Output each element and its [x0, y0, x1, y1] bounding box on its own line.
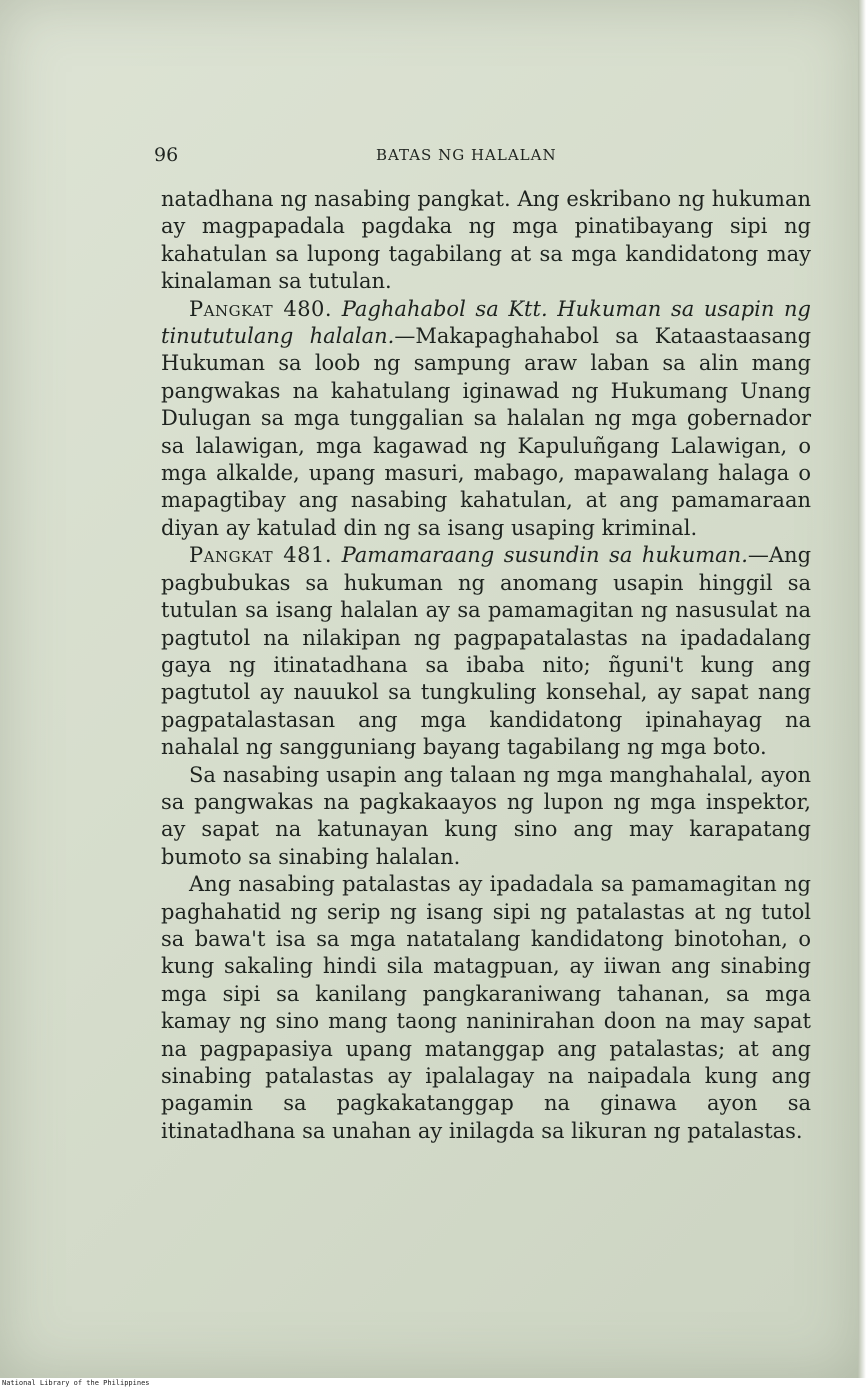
- page-number: 96: [154, 144, 179, 166]
- section-480-label: Pangkat 480.: [189, 296, 333, 321]
- section-481-text: —Ang pagbubukas sa hukuman ng anomang usapin hinggil sa tutulan sa isang halalan ay sa pamamagitan ng nasusulat na pagtutol na nilakipan ng pagpapatalastas na ipadadalang gaya ng itinatadhana sa ibaba nito; ñguni't kung ang pagtutol ay nauukol sa tungkuling konsehal, ay sapat nang pagpatalastasan ang mga kandidatong ipinahayag na nahalal ng sangguniang bayang tagabilang ng mga boto.: [161, 543, 812, 760]
- text-body: [161, 186, 811, 1145]
- page-edge: [858, 0, 866, 1378]
- paragraph-voter-list: Sa nasabing usapin ang talaan ng mga manghahalal, ayon sa pangwakas na pagkakaayos ng lupon ng mga inspektor, ay sapat na katunayan kung sino ang may karapatang bumoto sa sinabing halalan.: [161, 762, 811, 869]
- library-credit: National Library of the Philippines: [2, 1379, 150, 1387]
- page-header: [150, 142, 790, 172]
- section-480-text: —Makapaghahabol sa Kataastaasang Hukuman sa loob ng sampung araw laban sa alin mang pangwakas na kahatulang iginawad ng Hukumang Unang Dulugan sa mga tunggalian sa halalan ng mga gobernador sa lalawigan, mga kagawad ng Kapuluñgang Lalawigan, o mga alkalde, upang masuri, mabago, mapawalang halaga o mapagtibay ang nasabing kahatulan, at ang pamamaraan diyan ay katulad din ng sa isang usaping kriminal.: [161, 324, 812, 540]
- section-481: [161, 542, 811, 761]
- paragraph-notice-service: Ang nasabing patalastas ay ipadadala sa pamamagitan ng paghahatid ng serip ng isang sipi ng patalastas at ng tutol sa bawa't isa sa mga natatalang kandidatong binotohan, o kung sakaling hindi sila matagpuan, ay iiwan ang sinabing mga sipi sa kanilang pangkaraniwang tahanan, sa mga kamay ng sino mang taong naninirahan doon na may sapat na pagpapasiya upang matanggap ang patalastas; at ang sinabing patalastas ay ipalalagay na naipadala kung ang pagamin sa pagkakatanggap na ginawa ayon sa itinatadhana sa unahan ay inilagda sa likuran ng patalastas.: [161, 872, 811, 1143]
- running-title: BATAS NG HALALAN: [376, 146, 557, 164]
- section-480: [161, 296, 811, 543]
- section-481-label: Pangkat 481.: [189, 543, 332, 568]
- section-481-title: Pamamaraang susundin sa hukuman.: [341, 543, 748, 568]
- section-480-title: Paghahabol sa Ktt. Hukuman sa usapin ng tinututulang halalan.: [161, 296, 811, 349]
- paragraph-continuation: natadhana ng nasabing pangkat. Ang eskribano ng hukuman ay magpapadala pagdaka ng mga pinatibayang sipi ng kahatulan sa lupong tagabilang at sa mga kandidatong may kinalaman sa tutulan.: [161, 187, 811, 294]
